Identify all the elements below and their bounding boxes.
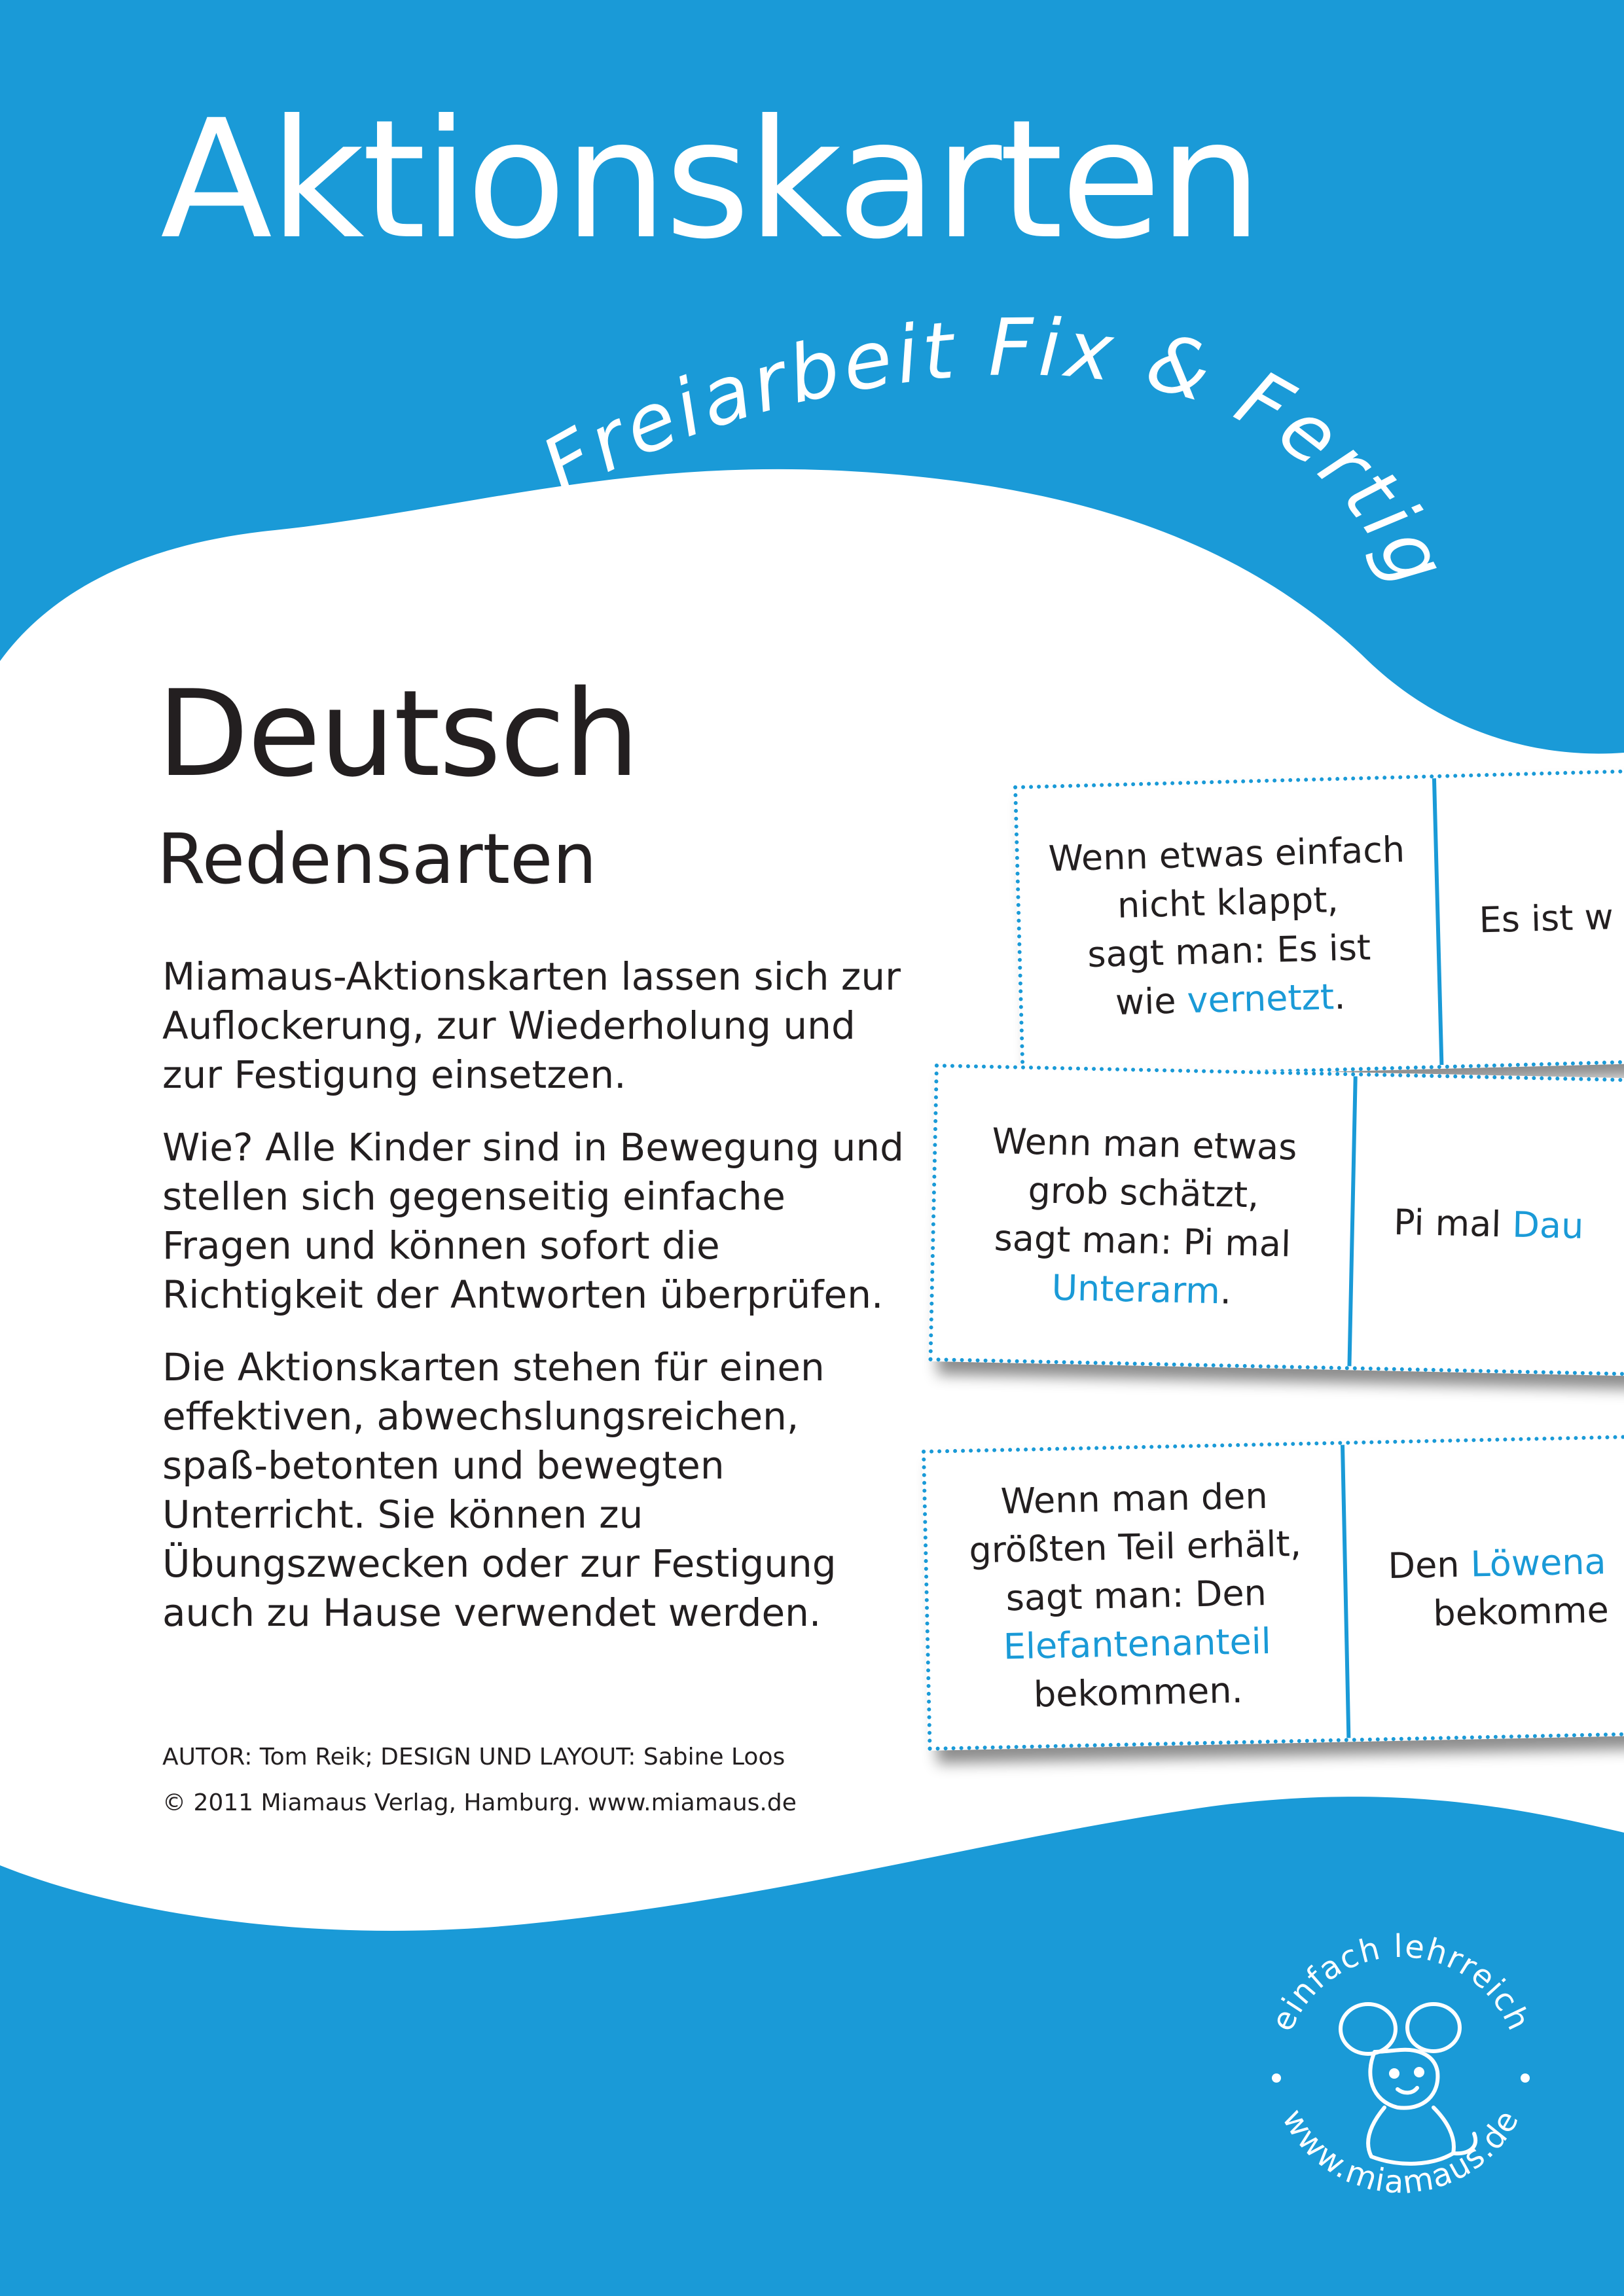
- series-text: Freiarbeit Fix & Fertig: [527, 302, 1466, 603]
- card-question-line: Wenn man etwas: [991, 1120, 1298, 1168]
- card-question-highlight: Unterarm: [1051, 1266, 1221, 1312]
- card-question-line: Wenn etwas einfach: [1047, 829, 1405, 880]
- card-question-line: größten Teil erhält,: [968, 1522, 1302, 1571]
- card-question-line: bekommen.: [1033, 1669, 1244, 1715]
- action-card-3: [922, 1431, 1624, 1751]
- miamaus-stamp: [1244, 1911, 1558, 2225]
- card-question-highlight: Elefantenanteil: [1003, 1620, 1272, 1668]
- mouse-mascot-icon: [1341, 2004, 1475, 2164]
- card-answer-highlight: Löwena: [1470, 1541, 1607, 1585]
- card-answer-highlight: Dau: [1511, 1204, 1584, 1247]
- card-answer: [1344, 1435, 1624, 1738]
- card-question-line: Wenn man den: [1000, 1475, 1269, 1522]
- intro-paragraph-1: Miamaus-Aktionskarten lassen sich zur Auflockerung, zur Wiederholung und zur Festigung einsetzen.: [162, 954, 901, 1097]
- card-answer: [1351, 1077, 1624, 1377]
- card-question-prefix: wie: [1115, 980, 1188, 1024]
- card-question-suffix: .: [1333, 975, 1346, 1018]
- topic-heading: Redensarten: [157, 819, 597, 899]
- intro-text: [162, 952, 915, 1661]
- card-answer-text: Den: [1387, 1543, 1471, 1587]
- svg-text:einfach lehrreich: [1264, 1928, 1538, 2037]
- card-question-line: [988, 1262, 1294, 1317]
- card-answer-text: Es ist w: [1478, 896, 1614, 941]
- svg-text:www.miamaus.de: [1275, 2103, 1527, 2202]
- card-question: [933, 1067, 1358, 1366]
- stamp-top-text: einfach lehrreich: [1264, 1928, 1538, 2037]
- card-question-line: sagt man: Pi mal: [994, 1217, 1291, 1265]
- card-question-line: grob schätzt,: [1027, 1169, 1259, 1215]
- credits: [162, 1734, 797, 1826]
- card-question-line: sagt man: Den: [1005, 1572, 1267, 1619]
- intro-paragraph-2: Wie? Alle Kinder sind in Bewegung und stellen sich gegenseitig einfache Fragen und können sofort die Richtigkeit der Antworten überprüfen.: [162, 1125, 904, 1317]
- copyright: © 2011 Miamaus Verlag, Hamburg. www.miamaus.de: [162, 1789, 797, 1816]
- card-question: [926, 1444, 1350, 1746]
- card-question-highlight: vernetzt: [1186, 976, 1335, 1022]
- action-card-1: [1013, 761, 1624, 1079]
- card-question-line: sagt man: Es ist: [1087, 926, 1371, 976]
- action-card-2: [928, 1064, 1624, 1380]
- card-question-line: nicht klappt,: [1117, 879, 1339, 926]
- subject-heading: Deutsch: [157, 664, 639, 803]
- card-question-suffix: .: [1219, 1270, 1232, 1312]
- stamp-dot-icon: [1272, 2073, 1281, 2083]
- page-title: Aktionskarten: [160, 84, 1260, 275]
- card-answer-line2: bekomme: [1432, 1589, 1610, 1634]
- intro-paragraph-3: Die Aktionskarten stehen für einen effektiven, abwechslungsreichen, spaß-betonten und bewegten Unterricht. Sie können zu Übungszwecken oder zur Festigung auch zu Hause verwendet werden.: [162, 1345, 837, 1635]
- card-answer-text: Pi mal: [1393, 1201, 1513, 1246]
- card-question-line: [1052, 971, 1409, 1028]
- card-question: [1017, 778, 1443, 1076]
- stamp-bottom-text: www.miamaus.de: [1274, 2102, 1527, 2202]
- author-credits: AUTOR: Tom Reik; DESIGN UND LAYOUT: Sabine Loos: [162, 1744, 785, 1770]
- stamp-dot-icon: [1521, 2073, 1530, 2083]
- card-answer: [1436, 766, 1624, 1065]
